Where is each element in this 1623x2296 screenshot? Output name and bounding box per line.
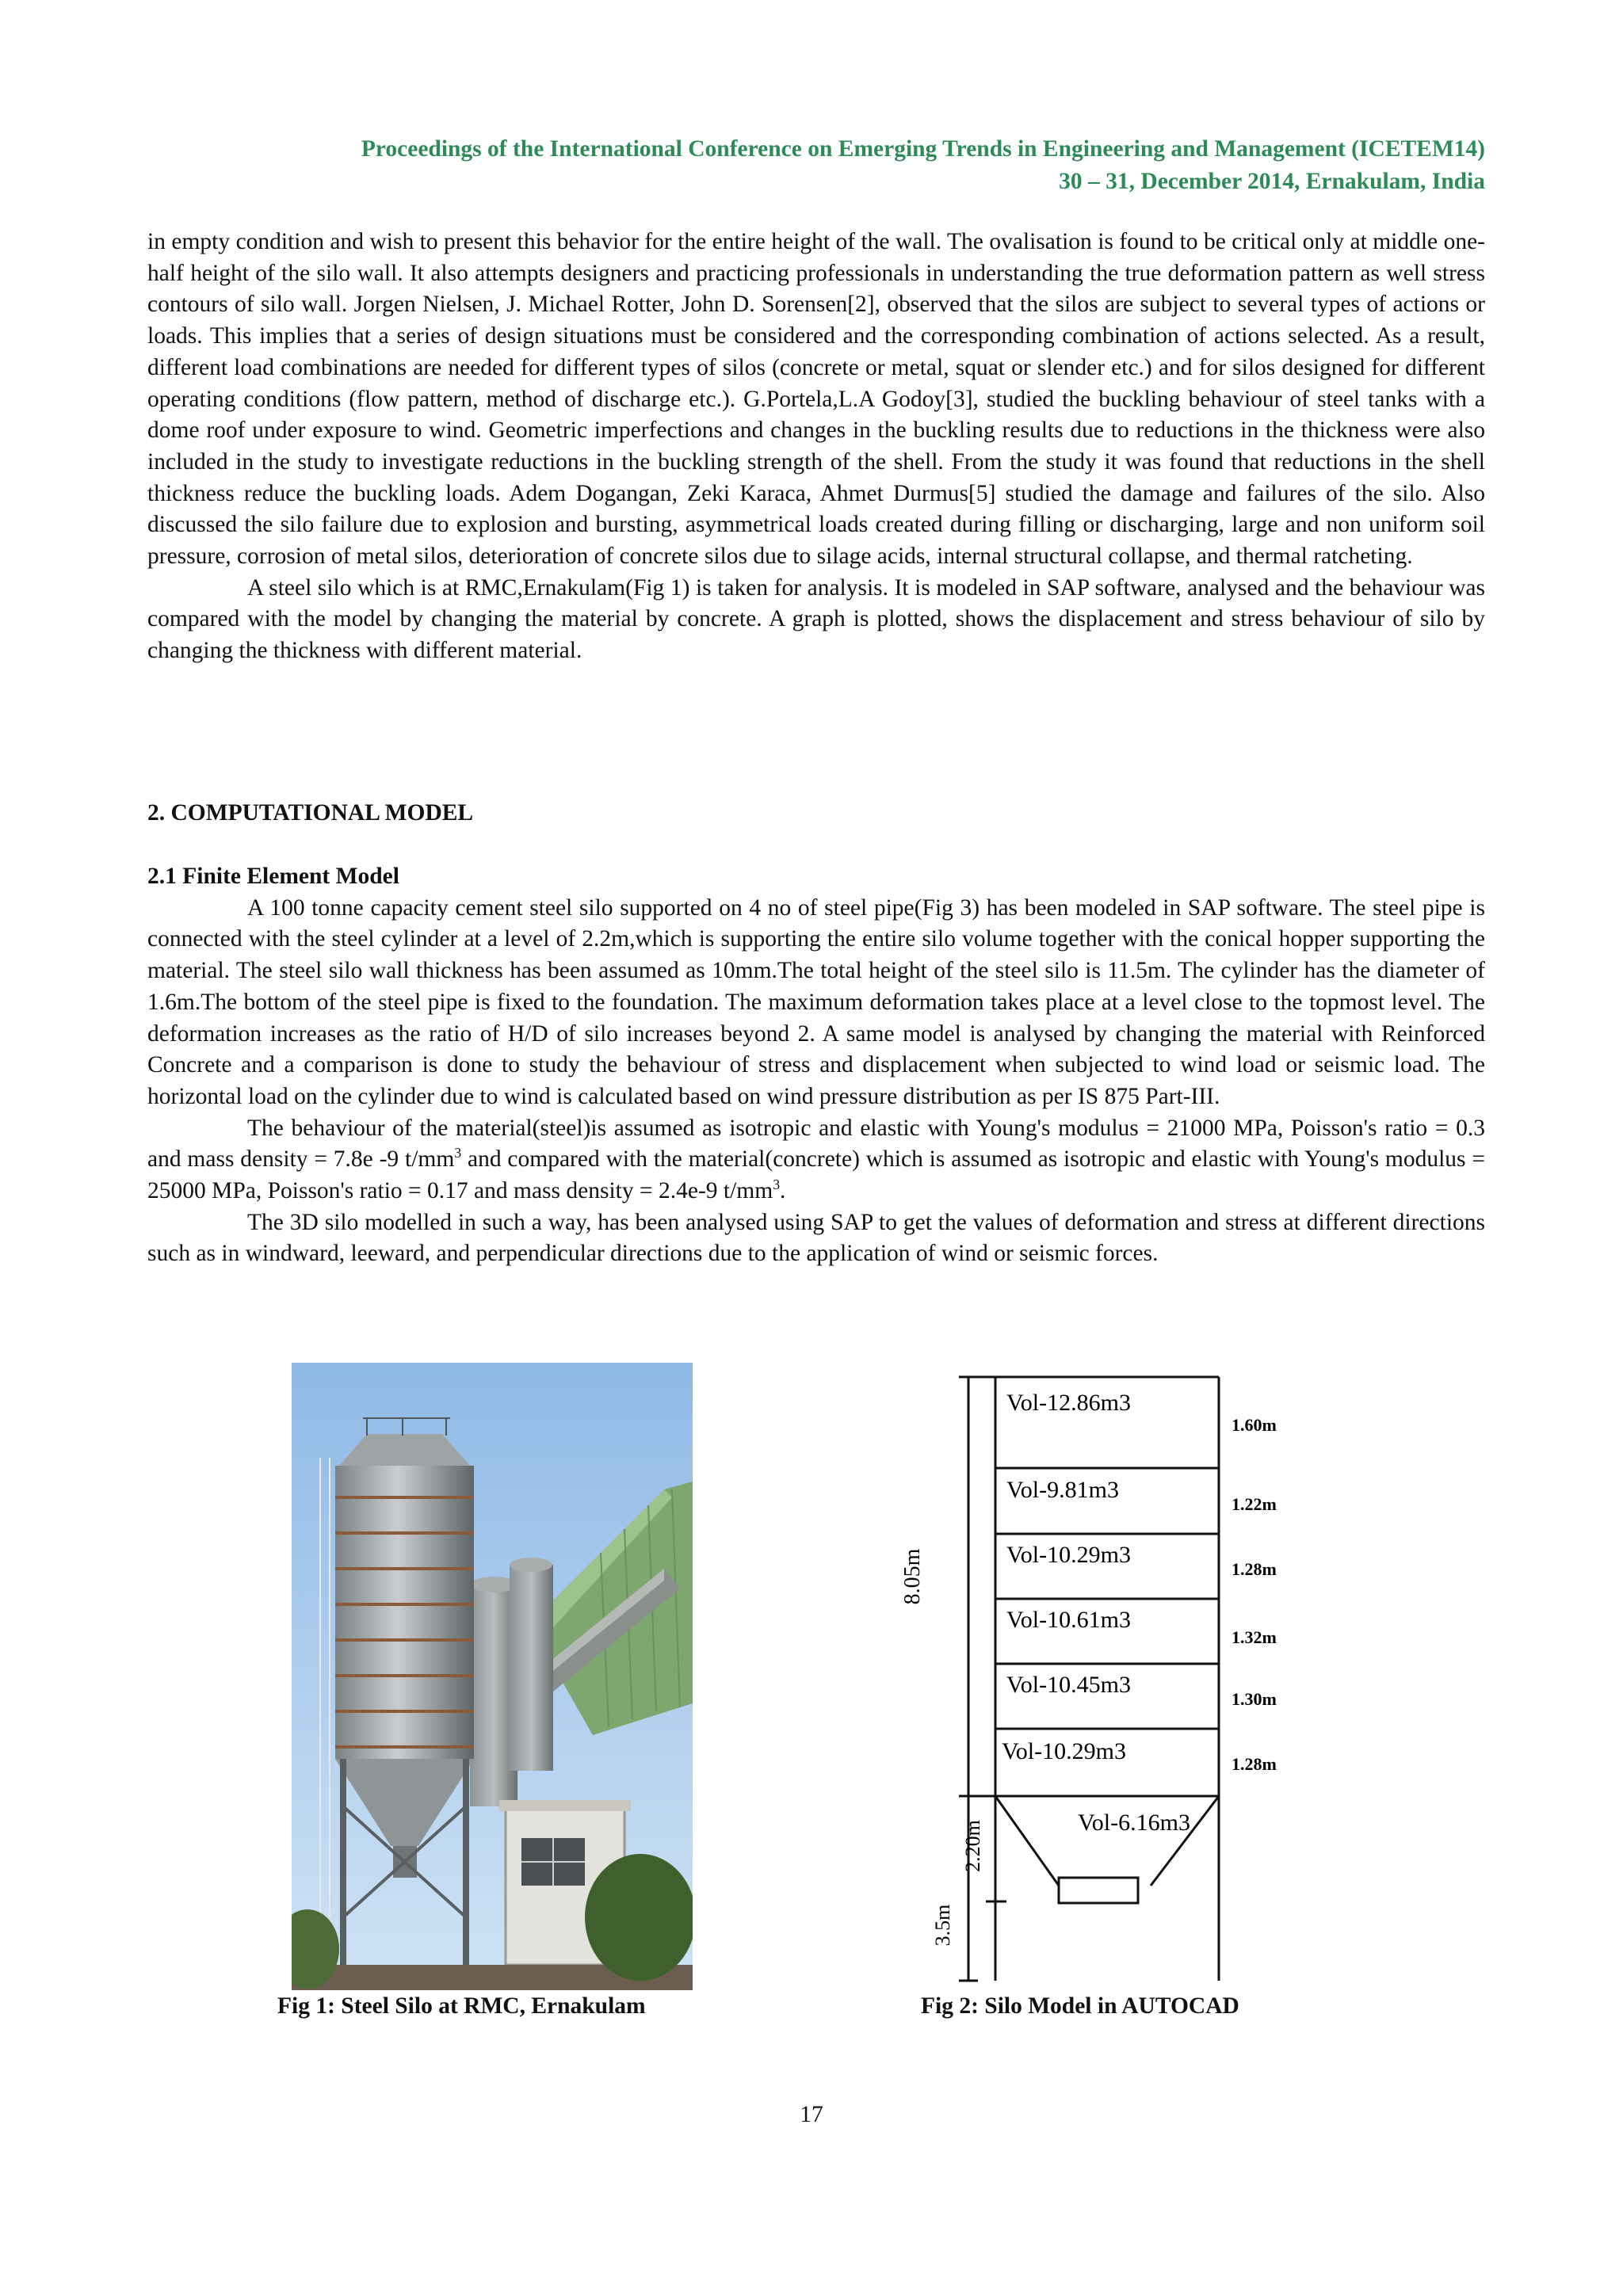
height-label: 1.32m	[1232, 1627, 1277, 1647]
text-run: and compared with the material(concrete) which is assumed as isotropic and elastic with Young's modulus = 25000 MPa, Poisson's ratio = 0.17 and mass density = 2.4e-9 t/mm	[147, 1146, 1485, 1204]
vol-label: Vol-12.86m3	[1006, 1390, 1131, 1416]
paragraph: in empty condition and wish to present this behavior for the entire height of the wall. The ovalisation is found to be critical only at middle one-half height of the silo wall. It also attempts designers and practicing professionals in understanding the true deformation pattern as well stress contours of silo wall. Jorgen Nielsen, J. Michael Rotter, John D. Sorensen[2], observed that the silos are subject to several types of actions or loads. This implies that a series of design situations must be considered and the corresponding combination of actions selected. As a result, different load combinations are needed for different types of silos (concrete or metal, squat or slender etc.) and for silos designed for different operating conditions (flow pattern, method of discharge etc.). G.Portela,L.A Godoy[3], studied the buckling behaviour of steel tanks with a dome roof under exposure to wind. Geometric imperfections and changes in the buckling results due to reductions in the thickness were also included in the study to investigate reductions in the buckling strength of the shell. From the study it was found that reductions in the shell thickness reduce the buckling loads. Adem Dogangan, Zeki Karaca, Ahmet Durmus[5] studied the damage and failures of the silo. Also discussed the silo failure due to explosion and bursting, asymmetrical loads created during filling or discharging, large and non uniform soil pressure, corrosion of metal silos, deterioration of concrete silos due to silage acids, internal structural collapse, and thermal ratcheting.	[147, 229, 1485, 570]
text-run: .	[780, 1178, 786, 1204]
paragraph: A steel silo which is at RMC,Ernakulam(Fig 1) is taken for analysis. It is modeled in SAP software, analysed and the behaviour was compared with the model by changing the material by concrete. A graph is plotted, shows the displacement and stress behaviour of silo by changing the thickness with different material.	[147, 574, 1485, 664]
dimension-label: 2.20m	[961, 1820, 984, 1872]
page-number: 17	[800, 2102, 823, 2127]
vol-label: Vol-10.29m3	[1006, 1542, 1131, 1568]
body-section-2	[147, 861, 1485, 1270]
vol-label: Vol-10.61m3	[1006, 1607, 1131, 1633]
header-line-2: 30 – 31, December 2014, Ernakulam, India	[1059, 169, 1485, 194]
text-run: The behaviour of the material(steel)is assumed as isotropic and elastic with Young's modulus = 21000 MPa, Poisson's ratio = 0.3 and mass density = 7.8e -9 t/mm	[147, 1115, 1485, 1173]
dimension-label: 8.05m	[900, 1548, 925, 1605]
figure-2-caption: Fig 2: Silo Model in AUTOCAD	[921, 1993, 1239, 2019]
silo-model-diagram	[880, 1363, 1308, 1990]
paragraph	[147, 1113, 1485, 1207]
height-label: 1.28m	[1232, 1754, 1277, 1774]
paragraph: The 3D silo modelled in such a way, has been analysed using SAP to get the values of deformation and stress at different directions such as in windward, leeward, and perpendicular directions due to the application of wind or seismic forces.	[147, 1209, 1485, 1267]
figure-1-caption: Fig 1: Steel Silo at RMC, Ernakulam	[277, 1993, 646, 2019]
superscript: 3	[773, 1177, 781, 1193]
vol-label: Vol-10.29m3	[1002, 1738, 1126, 1764]
header-line-1: Proceedings of the International Conference on Emerging Trends in Engineering and Management (ICETEM14)	[361, 136, 1485, 162]
vol-label: Vol-6.16m3	[1078, 1810, 1190, 1836]
conference-header	[147, 133, 1485, 198]
subsection-heading: 2.1 Finite Element Model	[147, 864, 399, 889]
vol-label: Vol-9.81m3	[1006, 1477, 1119, 1503]
steel-silo-photo	[292, 1363, 693, 1990]
vol-label: Vol-10.45m3	[1006, 1672, 1131, 1698]
height-label: 1.60m	[1232, 1415, 1277, 1435]
height-label: 1.22m	[1232, 1494, 1277, 1514]
body-section-1	[147, 227, 1485, 667]
height-label: 1.30m	[1232, 1689, 1277, 1709]
dimension-label: 3.5m	[931, 1904, 954, 1947]
section-heading: 2. COMPUTATIONAL MODEL	[147, 800, 474, 826]
height-label: 1.28m	[1232, 1559, 1277, 1579]
superscript: 3	[454, 1145, 462, 1161]
paragraph: A 100 tonne capacity cement steel silo supported on 4 no of steel pipe(Fig 3) has been modeled in SAP software. The steel pipe is connected with the steel cylinder at a level of 2.2m,which is supporting the entire silo volume together with the conical hopper supporting the material. The steel silo wall thickness has been assumed as 10mm.The total height of the steel silo is 11.5m. The cylinder has the diameter of 1.6m.The bottom of the steel pipe is fixed to the foundation. The maximum deformation takes place at a level close to the topmost level. The deformation increases as the ratio of H/D of silo increases beyond 2. A same model is analysed by changing the material with Reinforced Concrete and a comparison is done to study the behaviour of stress and displacement when subjected to wind load or seismic load. The horizontal load on the cylinder due to wind is calculated based on wind pressure distribution as per IS 875 Part-III.	[147, 894, 1485, 1109]
